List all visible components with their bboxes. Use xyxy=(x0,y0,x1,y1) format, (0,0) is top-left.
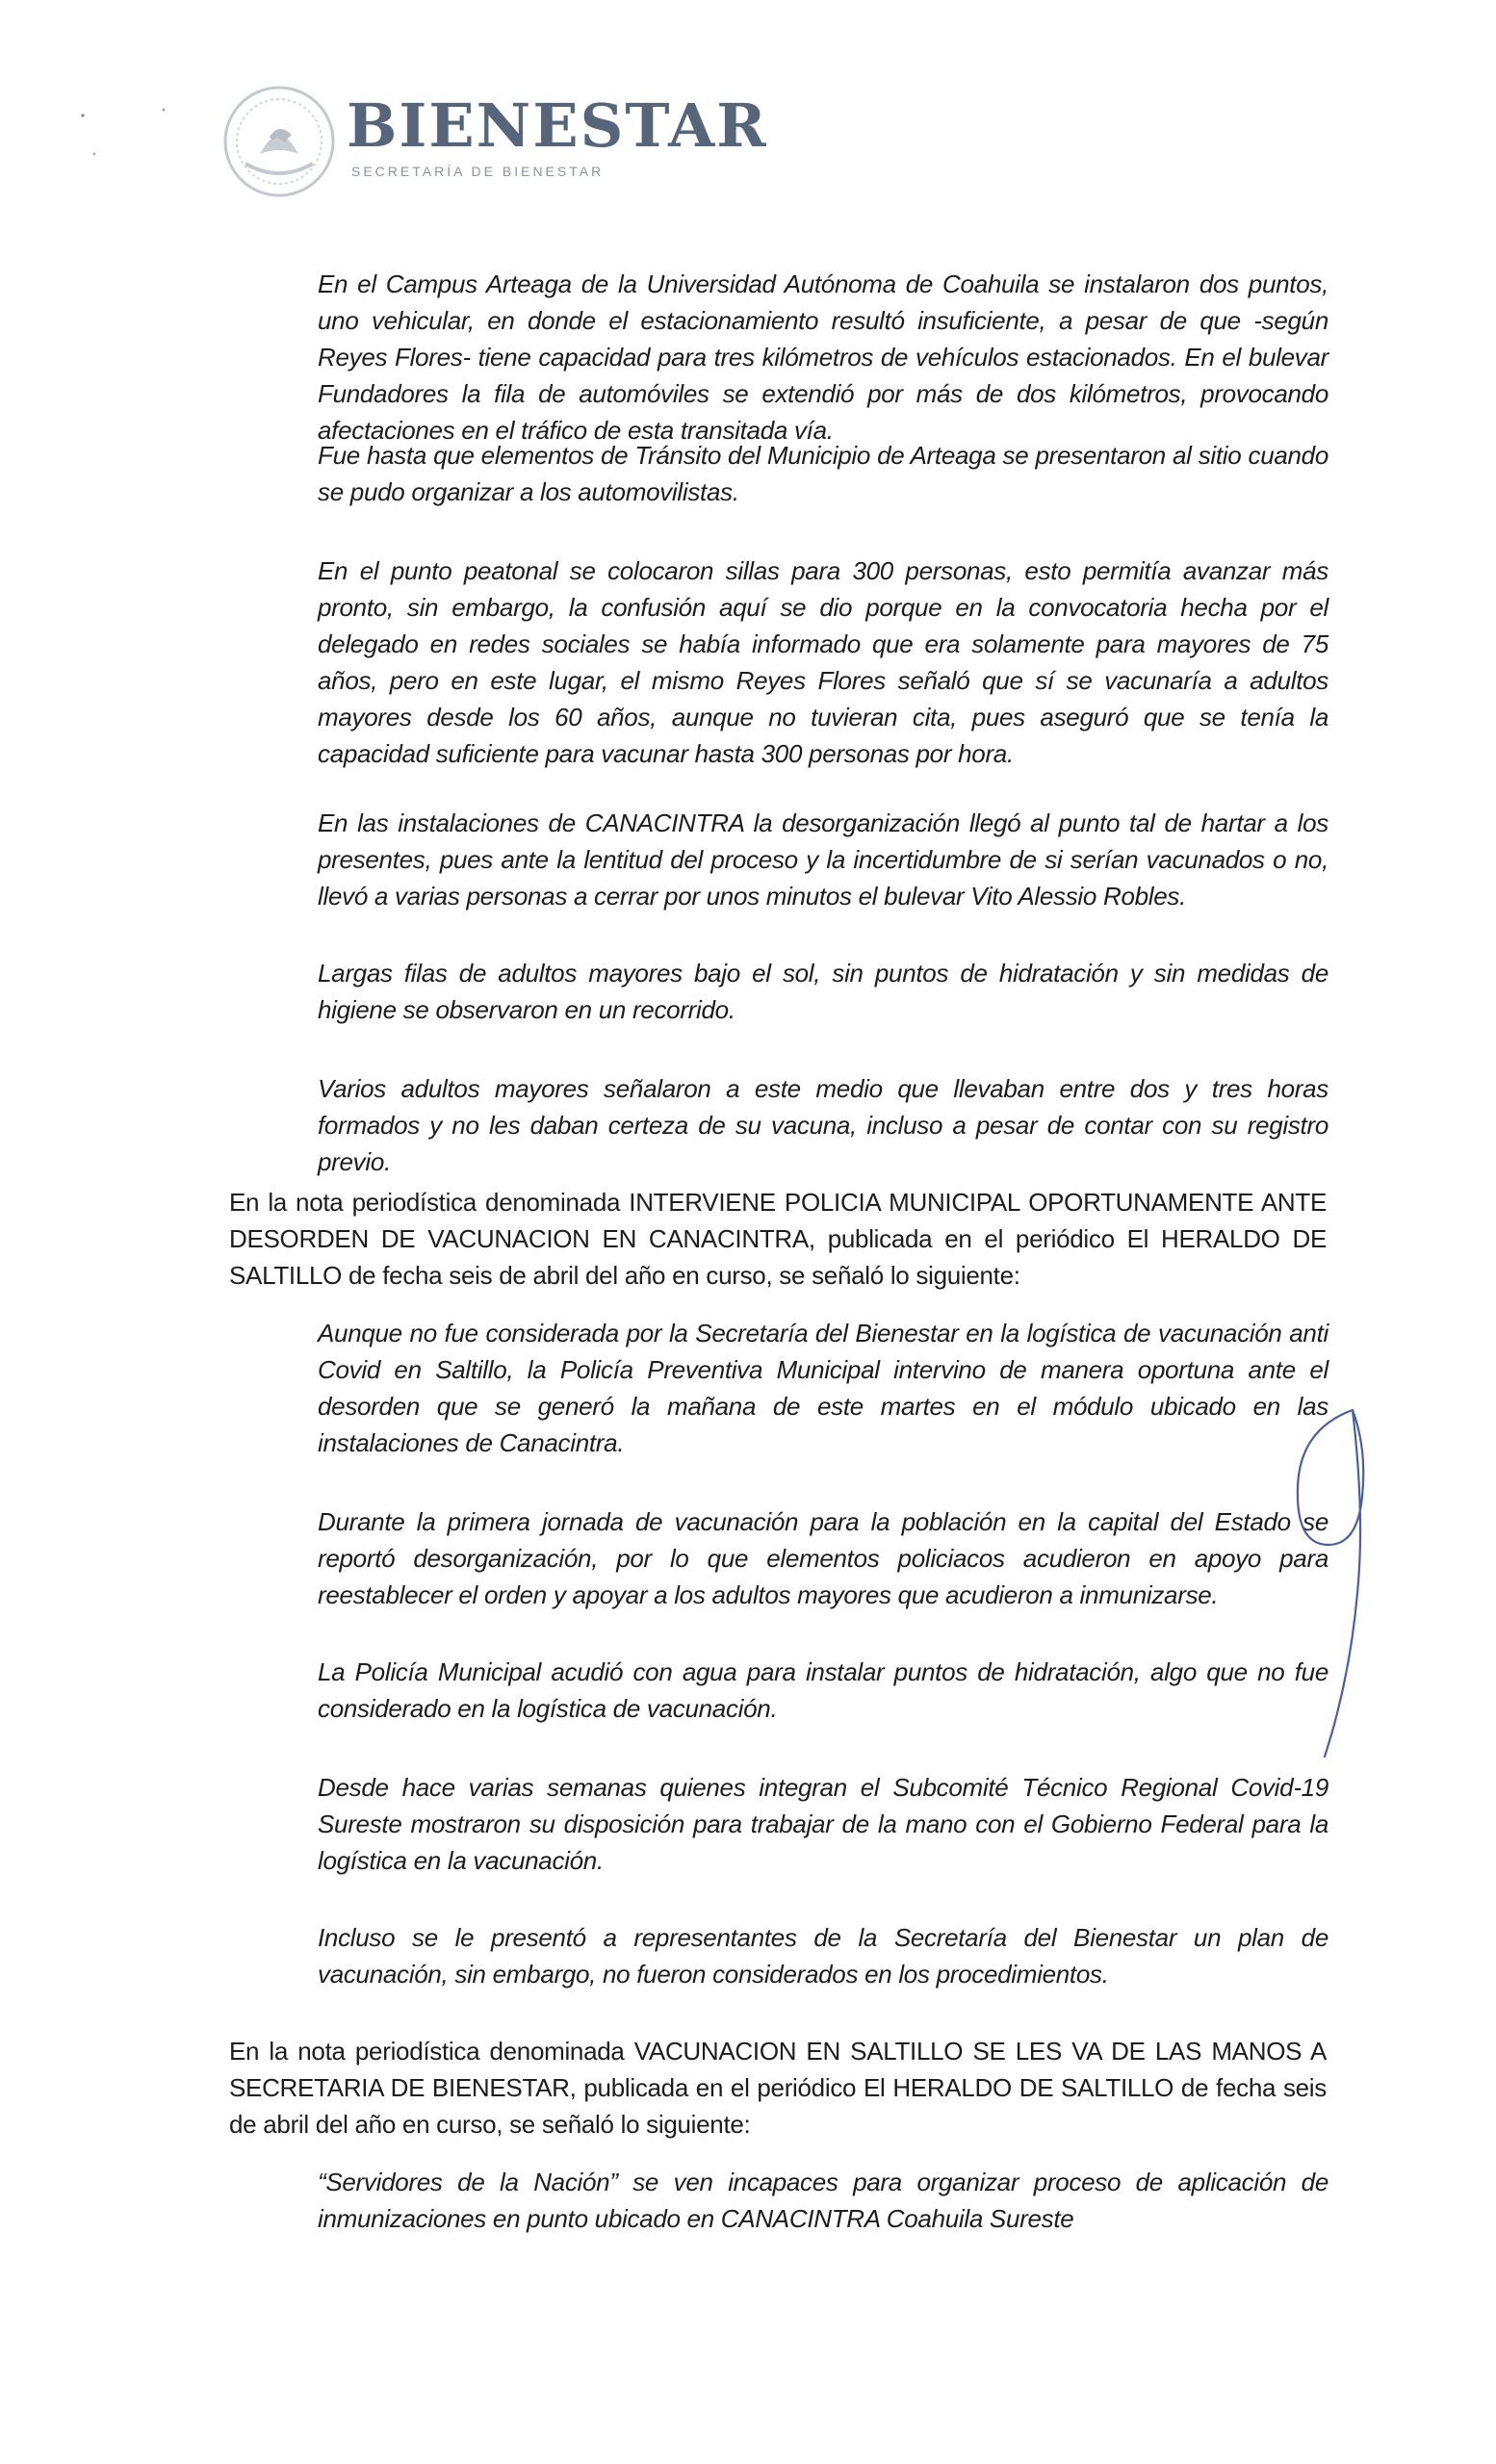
quote-paragraph: Aunque no fue considerada por la Secretaría del Bienestar en la logística de vacunación anti Covid en Saltillo, la Policía Preventiva Municipal intervino de manera oportuna ante el desorden que se generó la mañana de este martes en el módulo ubicado en las instalaciones de Canacintra. xyxy=(318,1319,1328,1457)
brand-title: BIENESTAR xyxy=(347,90,768,161)
scan-specks-icon xyxy=(77,106,193,164)
quote-paragraph: La Policía Municipal acudió con agua para instalar puntos de hidratación, algo que no fue considerado en la logística de vacunación. xyxy=(318,1657,1328,1723)
letterhead xyxy=(217,79,768,185)
quote-paragraph: Largas filas de adultos mayores bajo el sol, sin puntos de hidratación y sin medidas de higiene se observaron en un recorrido. xyxy=(318,959,1328,1024)
quote-paragraph: En el punto peatonal se colocaron sillas para 300 personas, esto permitía avanzar más pronto, sin embargo, la confusión aquí se dio porque en la convocatoria hecha por el delegado en redes sociales se había informado que era solamente para mayores de 75 años, pero en este lugar, el mismo Reyes Flores señaló que sí se vacunaría a adultos mayores desde los 60 años, aunque no tuvieran cita, pues aseguró que se tenía la capacidad suficiente para vacunar hasta 300 personas por hora. xyxy=(318,556,1328,768)
coat-of-arms-seal-icon xyxy=(217,79,342,204)
quote-paragraph: Desde hace varias semanas quienes integran el Subcomité Técnico Regional Covid-19 Sureste mostraron su disposición para trabajar de la mano con el Gobierno Federal para la logística en la vacunación. xyxy=(318,1773,1328,1875)
brand-subtitle: SECRETARÍA DE BIENESTAR xyxy=(351,164,605,179)
quote-paragraph: “Servidores de la Nación” se ven incapaces para organizar proceso de aplicación de inmunizaciones en punto ubicado en CANACINTRA Coahuila Sureste xyxy=(318,2168,1328,2233)
section-intro: En la nota periodística denominada INTERVIENE POLICIA MUNICIPAL OPORTUNAMENTE ANTE DESORDEN DE VACUNACION EN CANACINTRA, publicada en el periódico El HERALDO DE SALTILLO de fecha seis de abril del año en curso, se señaló lo siguiente: xyxy=(229,1188,1327,1290)
quote-paragraph: Durante la primera jornada de vacunación para la población en la capital del Estado se reportó desorganización, por lo que elementos policiacos acudieron en apoyo para reestablecer el orden y apoyar a los adultos mayores que acudieron a inmunizarse. xyxy=(318,1507,1328,1609)
quote-paragraph: En el Campus Arteaga de la Universidad Autónoma de Coahuila se instalaron dos puntos, uno vehicular, en donde el estacionamiento resultó insuficiente, a pesar de que -según Reyes Flores- tiene capacidad para tres kilómetros de vehículos estacionados. En el bulevar Fundadores la fila de automóviles se extendió por más de dos kilómetros, provocando afectaciones en el tráfico de esta transitada vía. xyxy=(318,270,1328,445)
quote-paragraph: Varios adultos mayores señalaron a este medio que llevaban entre dos y tres horas formados y no les daban certeza de su vacuna, incluso a pesar de contar con su registro previo. xyxy=(318,1074,1328,1176)
quote-paragraph: Fue hasta que elementos de Tránsito del Municipio de Arteaga se presentaron al sitio cuando se pudo organizar a los automovilistas. xyxy=(318,441,1328,506)
section-intro: En la nota periodística denominada VACUNACION EN SALTILLO SE LES VA DE LAS MANOS A SECRETARIA DE BIENESTAR, publicada en el periódico El HERALDO DE SALTILLO de fecha seis de abril del año en curso, se señaló lo siguiente: xyxy=(229,2037,1327,2139)
quote-paragraph: Incluso se le presentó a representantes de la Secretaría del Bienestar un plan de vacunación, sin embargo, no fueron considerados en los procedimientos. xyxy=(318,1923,1328,1989)
handwritten-mark-icon xyxy=(1261,1400,1386,1766)
quote-paragraph: En las instalaciones de CANACINTRA la desorganización llegó al punto tal de hartar a los presentes, pues ante la lentitud del proceso y la incertidumbre de si serían vacunados o no, llevó a varias personas a cerrar por unos minutos el bulevar Vito Alessio Robles. xyxy=(318,808,1328,911)
